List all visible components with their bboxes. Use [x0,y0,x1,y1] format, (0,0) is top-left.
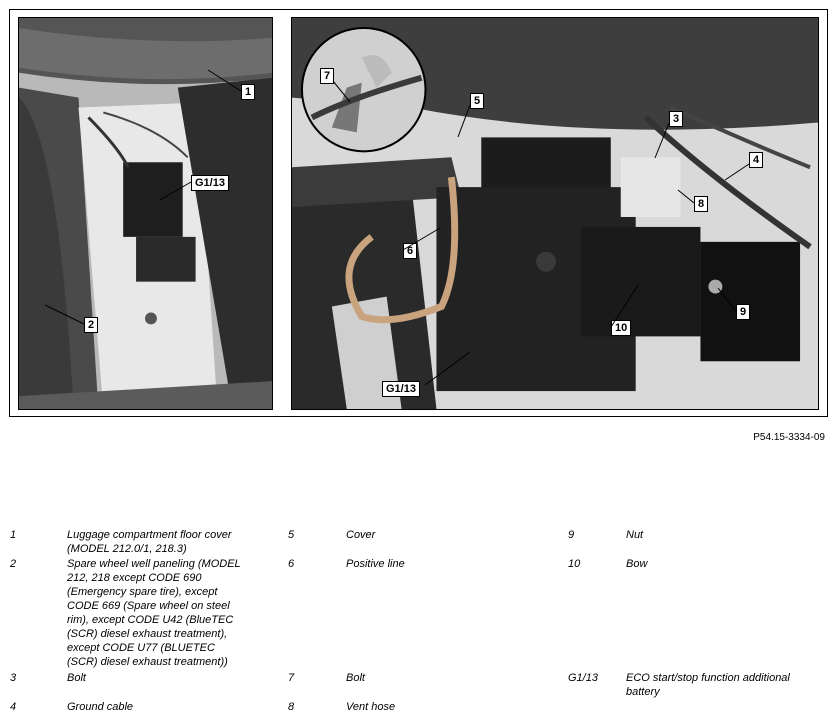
callout-4: 4 [749,152,763,168]
legend [0,528,837,721]
battery-detail-photo [291,17,819,410]
callout-7: 7 [320,68,334,84]
legend-text: Spare wheel well paneling (MODEL 212, 218 except CODE 690 (Emergency spare tire), except CODE 669 (Spare wheel on steel rim), except CODE U42 (BlueTEC (SCR) diesel exhaust treatment), except CODE U77 (BLUETEC (SCR) diesel exhaust treatment)) [67,558,241,668]
legend-num: 8 [288,701,295,713]
callout-2-left: 2 [84,317,98,333]
legend-num: 9 [568,529,575,541]
legend-num: 4 [10,701,17,713]
callout-10: 10 [611,320,631,336]
legend-num: 6 [288,558,295,570]
legend-num: 7 [288,672,295,684]
legend-text: Luggage compartment floor cover (MODEL 212.0/1, 218.3) [67,529,232,555]
legend-num: 3 [10,672,17,684]
callout-8: 8 [694,196,708,212]
callout-g113-right: G1/13 [382,381,420,397]
legend-text: Bolt [67,672,86,684]
legend-num: 10 [568,558,581,570]
legend-text: Ground cable [67,701,134,713]
legend-text: Positive line [346,558,405,570]
legend-num: 1 [10,529,17,541]
legend-num: 2 [10,558,17,570]
callout-g113-left: G1/13 [191,175,229,191]
trunk-overview-photo [18,17,273,410]
legend-text: Cover [346,529,376,541]
legend-text: Vent hose [346,701,396,713]
legend-num: 5 [288,529,295,541]
callout-6: 6 [403,243,417,259]
legend-num: G1/13 [568,672,598,684]
legend-text: Nut [626,529,644,541]
figure-id: P54.15-3334-09 [753,432,825,443]
callout-9: 9 [736,304,750,320]
legend-text: ECO start/stop function additional battery [626,672,790,698]
callout-5: 5 [470,93,484,109]
callout-3: 3 [669,111,683,127]
legend-text: Bow [626,558,648,570]
callout-1-left: 1 [241,84,255,100]
legend-text: Bolt [346,672,365,684]
